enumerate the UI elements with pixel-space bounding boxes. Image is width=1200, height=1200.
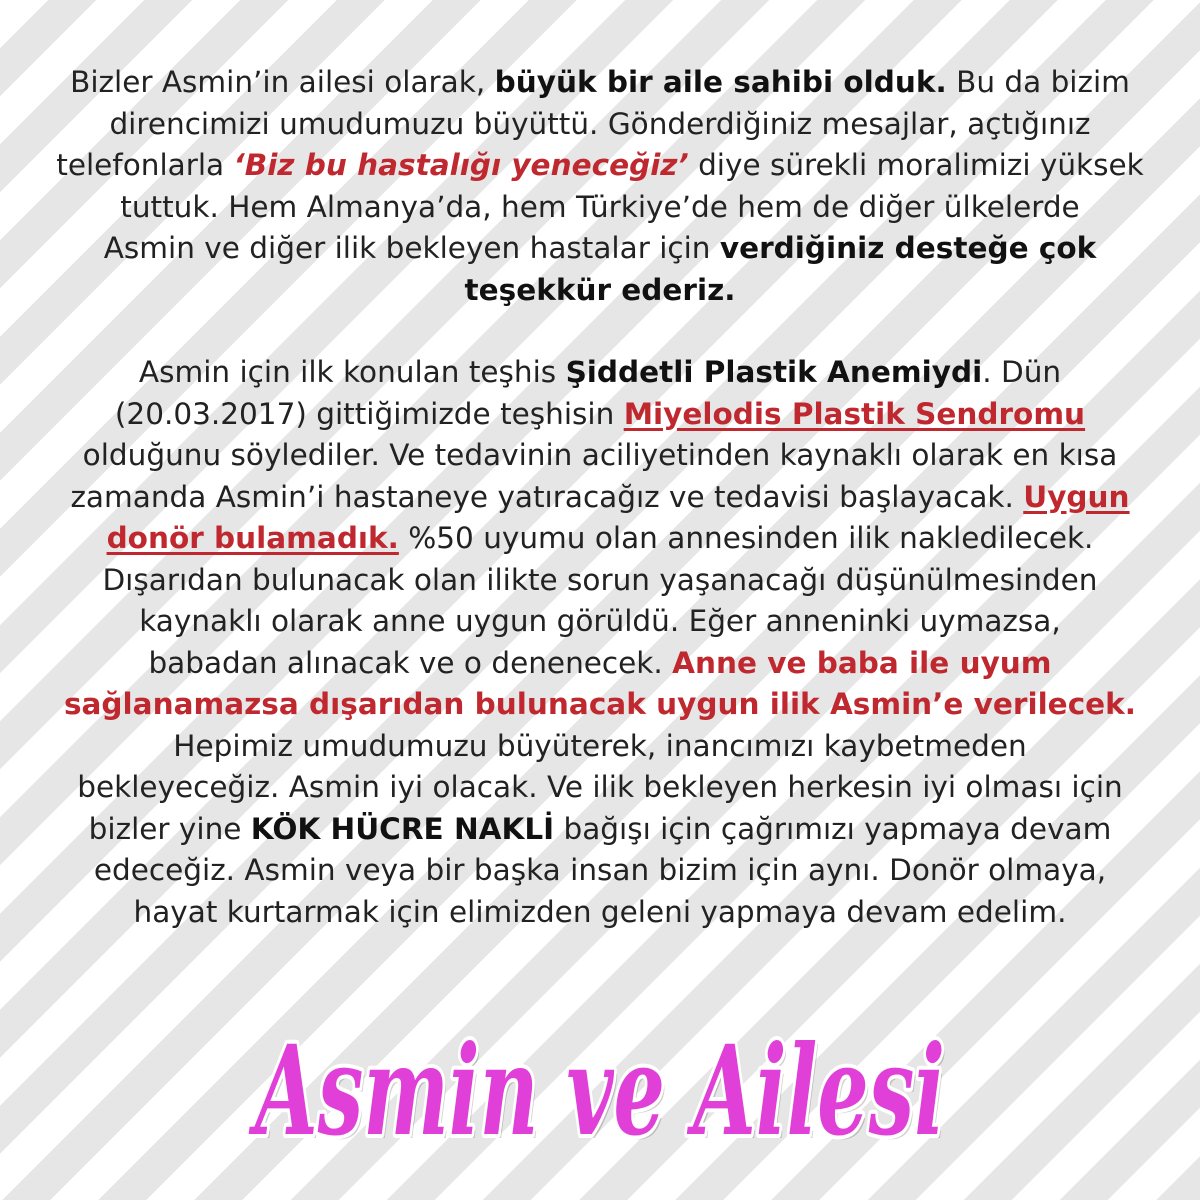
text-segment: zamanda Asmin’i hastaneye yatıracağız ve tedavisi başlayacak. [70,479,1024,514]
text-segment: Bizler Asmin’in ailesi olarak, [70,65,495,99]
signature-shadow: Asmin ve Ailesi [251,1023,948,1168]
text-segment: %50 uyumu olan annesinden ilik nakledilecek. [398,521,1094,555]
text-segment: kaynaklı olarak anne uygun görüldü. Eğer anneninki uymazsa, [139,604,1061,638]
paragraph-thanks [40,62,1160,311]
emphasis-thanks-support: verdiğiniz desteğe çok [719,231,1097,265]
paragraph-diagnosis [40,352,1160,933]
text-segment: . Dün [982,355,1062,389]
text-segment: bekleyeceğiz. Asmin iyi olacak. Ve ilik bekleyen herkesin iyi olması için [77,770,1123,804]
emphasis-big-family: büyük bir aile sahibi olduk. [494,65,947,99]
text-segment: (20.03.2017) gittiğimizde teşhisin [114,396,624,431]
diagnosis-initial: Şiddetli Plastik Anemiydi [565,355,983,389]
signature-text: Asmin ve Ailesi [248,1019,945,1164]
text-segment: Asmin için ilk konulan teşhis [138,355,566,389]
text-segment: bizler yine [88,811,251,846]
emphasis-stem-cell: KÖK HÜCRE NAKLİ [250,811,555,846]
text-segment: hayat kurtarmak için elimizden geleni yapmaya devam edelim. [133,894,1067,929]
no-donor-found-link-cont: donör bulamadık. [106,521,399,555]
text-segment: Hepimiz umudumuzu büyüterek, inancımızı kaybetmeden [173,728,1027,763]
text-segment: olduğunu söylediler. Ve tedavinin aciliyetinden kaynaklı olarak en kısa [82,438,1118,472]
letter-body [40,62,1160,933]
text-segment: Asmin ve diğer ilik bekleyen hastalar için [103,231,720,265]
text-segment: Bu da bizim [946,65,1130,99]
text-segment: diye sürekli moralimizi yüksek [688,148,1144,182]
text-segment: babadan alınacak ve o denenecek. [148,645,673,680]
text-segment: Dışarıdan bulunacak olan ilikte sorun yaşanacağı düşünülmesinden [102,562,1098,597]
emphasis-outside-donor: sağlanamazsa dışarıdan bulunacak uygun ilik Asmin’e verilecek. [63,687,1137,721]
quote-we-will-beat-this: ‘Biz bu hastalığı yeneceğiz’ [233,148,689,182]
no-donor-found-link: Uygun [1023,479,1130,514]
text-segment: tuttuk. Hem Almanya’da, hem Türkiye’de hem de diğer ülkelerde [120,189,1080,224]
text-segment: telefonlarla [56,148,234,182]
text-segment: edeceğiz. Asmin veya bir başka insan bizim için aynı. Donör olmaya, [93,853,1107,887]
emphasis-thank-you: teşekkür ederiz. [464,272,736,307]
emphasis-parent-match: Anne ve baba ile uyum [672,645,1052,680]
text-segment: direncimizi umudumuzu büyüttü. Gönderdiğiniz mesajlar, açtığınız [109,106,1091,141]
signature-logo [0,1010,1200,1170]
text-segment: bağışı için çağrımızı yapmaya devam [554,811,1112,846]
diagnosis-syndrome-link: Miyelodis Plastik Sendromu [623,396,1086,431]
